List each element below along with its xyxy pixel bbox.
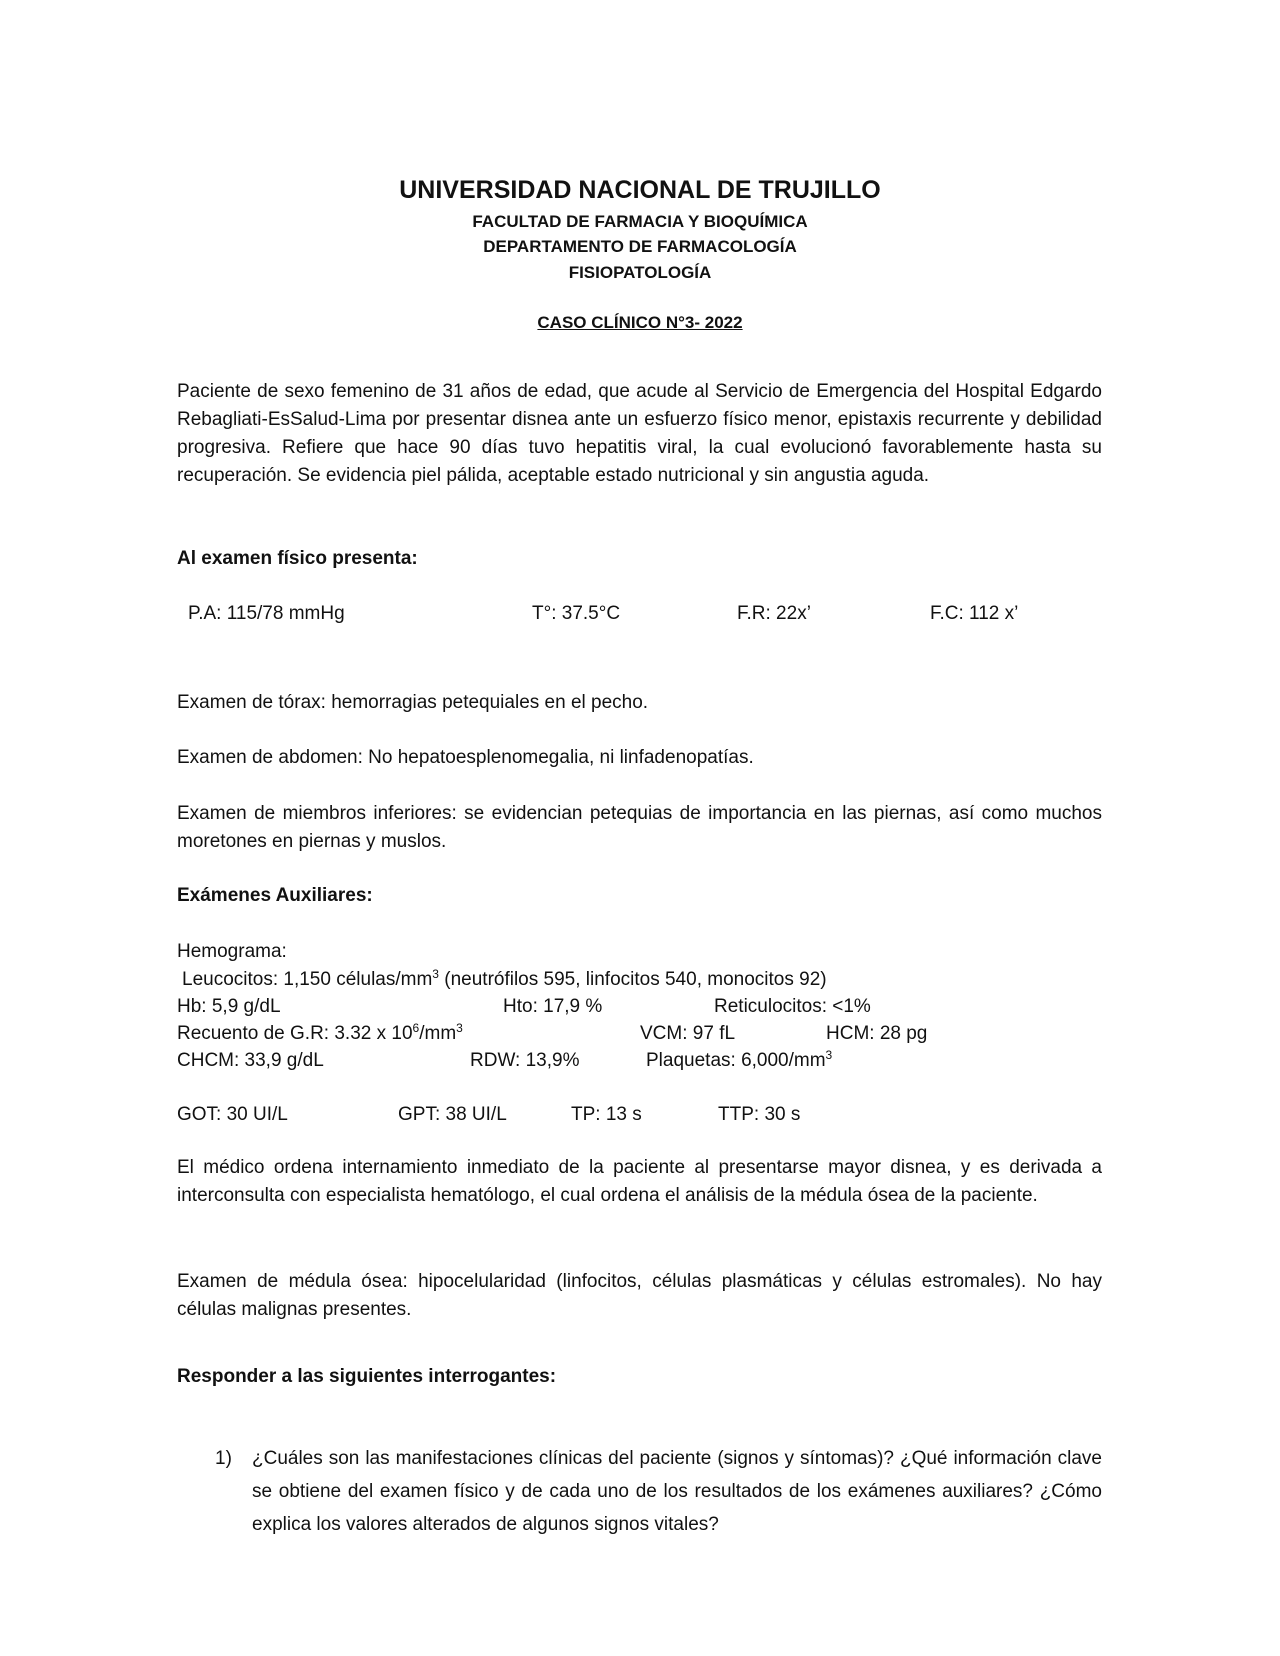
superscript: 3	[456, 1021, 463, 1035]
university-title: UNIVERSIDAD NACIONAL DE TRUJILLO	[399, 176, 881, 204]
superscript: 3	[825, 1048, 833, 1062]
vital-blood-pressure: P.A: 115/78 mmHg	[188, 603, 345, 624]
hcm: HCM: 28 pg	[826, 1023, 928, 1044]
aux-exams-heading: Exámenes Auxiliares:	[177, 885, 373, 906]
ttp: TTP: 30 s	[718, 1104, 801, 1125]
abdomen-exam: Examen de abdomen: No hepatoesplenomegalia, ni linfadenopatías.	[177, 747, 754, 768]
medico-paragraph: El médico ordena internamiento inmediato de la paciente al presentarse mayor disnea, y es derivada a interconsulta con especialista hematólogo, el cual ordena el análisis de la médula ósea de la paciente.	[177, 1157, 1102, 1206]
chcm: CHCM: 33,9 g/dL	[177, 1050, 324, 1071]
vital-respiratory-rate: F.R: 22x’	[737, 603, 811, 624]
limbs-exam: Examen de miembros inferiores: se evidencian petequias de importancia en las piernas, así como muchos moretones en piernas y muslos.	[177, 803, 1102, 852]
reticulocytes: Reticulocitos: <1%	[714, 996, 871, 1017]
vcm: VCM: 97 fL	[640, 1023, 736, 1044]
red-cell-count	[177, 1022, 463, 1046]
hemograma-label: Hemograma:	[177, 941, 287, 962]
leukocytes-differential: (neutrófilos 595, linfocitos 540, monocitos 92)	[438, 969, 827, 990]
vital-heart-rate: F.C: 112 x’	[930, 603, 1019, 624]
superscript: 3	[432, 967, 439, 981]
case-intro-paragraph: Paciente de sexo femenino de 31 años de edad, que acude al Servicio de Emergencia del Hospital Edgardo Rebagliati-EsSalud-Lima por presentar disnea ante un esfuerzo físico menor, epistaxis recurrente y debilidad progresiva. Refiere que hace 90 días tuvo hepatitis viral, la cual evolucionó favorablemente hasta su recuperación. Se evidencia piel pálida, aceptable estado nutricional y sin angustia aguda.	[177, 381, 1102, 486]
platelets	[646, 1049, 832, 1073]
hematocrit: Hto: 17,9 %	[503, 996, 603, 1017]
question-text: ¿Cuáles son las manifestaciones clínicas del paciente (signos y síntomas)? ¿Qué información clave se obtiene del examen físico y de cada uno de los resultados de los exámenes auxiliares? ¿Cómo explica los valores alterados de algunos signos vitales?	[252, 1448, 1102, 1535]
thorax-exam: Examen de tórax: hemorragias petequiales en el pecho.	[177, 692, 649, 713]
got: GOT: 30 UI/L	[177, 1104, 288, 1125]
leukocytes-line	[182, 968, 827, 992]
leukocytes-value: Leucocitos: 1,150 células/mm	[182, 969, 433, 990]
vital-temperature: T°: 37.5°C	[532, 603, 621, 624]
rdw: RDW: 13,9%	[470, 1050, 580, 1071]
medula-paragraph: Examen de médula ósea: hipocelularidad (linfocitos, células plasmáticas y células estromales). No hay células malignas presentes.	[177, 1271, 1102, 1320]
platelets-value: Plaquetas: 6,000/mm	[646, 1050, 826, 1071]
course-title: FISIOPATOLOGÍA	[568, 263, 712, 282]
department-title: DEPARTAMENTO DE FARMACOLOGÍA	[483, 237, 797, 256]
red-cell-count-value: Recuento de G.R: 3.32 x 10	[177, 1023, 413, 1044]
case-title: CASO CLÍNICO N°3- 2022	[537, 313, 743, 332]
tp: TP: 13 s	[571, 1104, 642, 1125]
hemoglobin: Hb: 5,9 g/dL	[177, 996, 281, 1017]
superscript: 6	[412, 1021, 420, 1035]
faculty-title: FACULTAD DE FARMACIA Y BIOQUÍMICA	[472, 212, 808, 231]
gpt: GPT: 38 UI/L	[398, 1104, 507, 1125]
red-cell-count-unit: /mm	[419, 1023, 457, 1044]
physical-exam-heading: Al examen físico presenta:	[177, 548, 418, 569]
questions-heading: Responder a las siguientes interrogantes:	[177, 1366, 557, 1387]
question-number: 1)	[215, 1448, 232, 1469]
